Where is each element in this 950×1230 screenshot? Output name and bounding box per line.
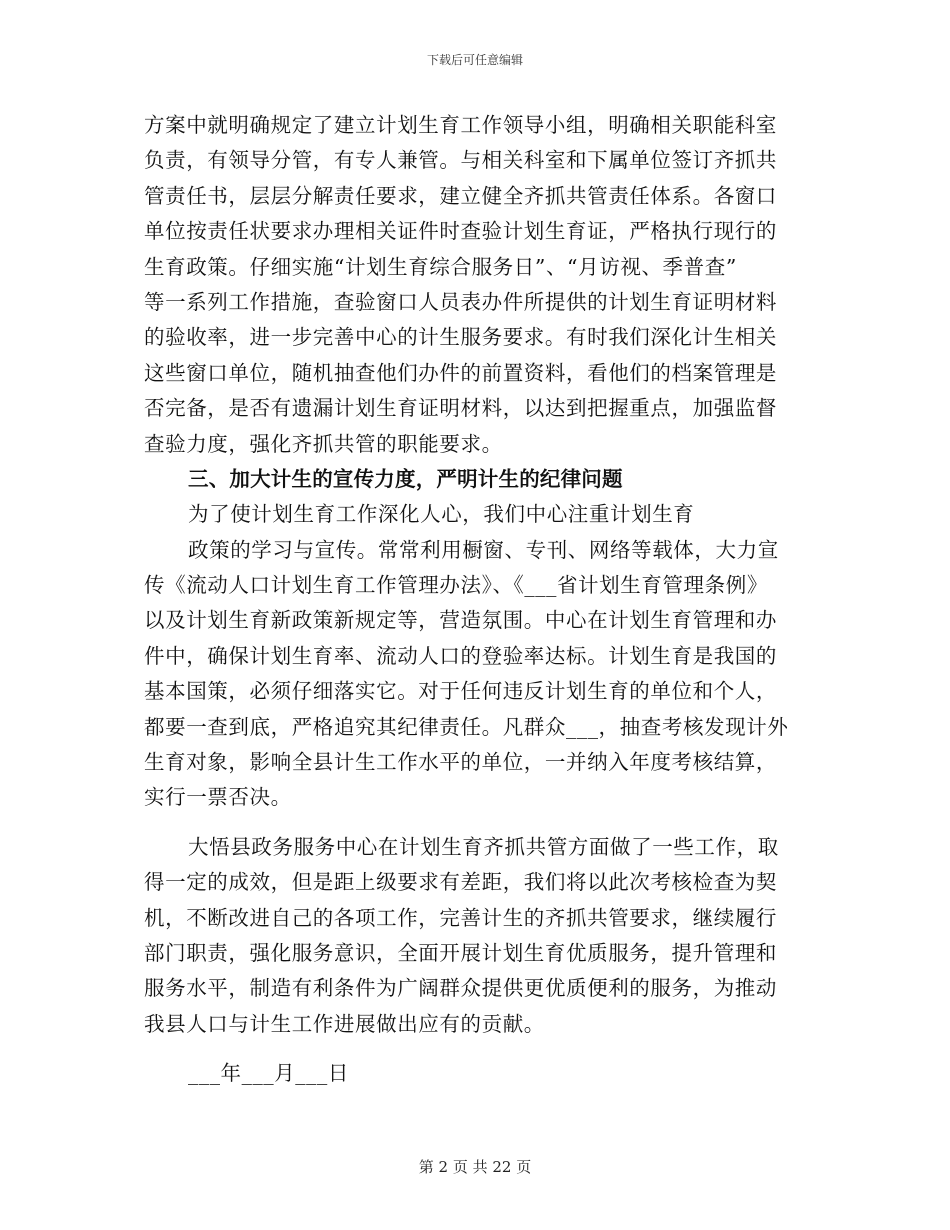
- page-number: 第 2 页 共 22 页: [418, 1158, 532, 1176]
- paragraph-line: 传《流动人口计划生育工作管理办法》、《___省计划生育管理条例》: [144, 573, 768, 598]
- paragraph-line: 等一系列工作措施，查验窗口人员表办件所提供的计划生育证明材料: [144, 289, 777, 314]
- paragraph-line: 服务水平，制造有利条件为广阔群众提供更优质便利的服务，为推动: [144, 976, 777, 1001]
- paragraph-line: 我县人口与计生工作进展做出应有的贡献。: [144, 1011, 545, 1036]
- paragraph-line: 查验力度，强化齐抓共管的职能要求。: [144, 431, 503, 456]
- paragraph-line: 的验收率，进一步完善中心的计生服务要求。有时我们深化计生相关: [144, 325, 777, 350]
- paragraph-line: 负责，有领导分管，有专人兼管。与相关科室和下属单位签订齐抓共: [144, 148, 777, 173]
- paragraph-line: 生育政策。仔细实施“计划生育综合服务日”、“月访视、季普查”: [144, 254, 737, 279]
- section-heading: 三、加大计生的宣传力度，严明计生的纪律问题: [188, 466, 623, 491]
- paragraph-line: 政策的学习与宣传。常常利用橱窗、专刊、网络等载体，大力宣: [188, 537, 779, 562]
- paragraph-line: 生育对象，影响全县计生工作水平的单位，一并纳入年度考核结算，: [144, 750, 777, 775]
- paragraph-line: 这些窗口单位，随机抽查他们办件的前置资料，看他们的档案管理是: [144, 360, 777, 385]
- paragraph-line: 否完备，是否有遗漏计划生育证明材料，以达到把握重点，加强监督: [144, 396, 777, 421]
- paragraph-line: 基本国策，必须仔细落实它。对于任何违反计划生育的单位和个人，: [144, 679, 777, 704]
- paragraph-line: 得一定的成效，但是距上级要求有差距，我们将以此次考核检查为契: [144, 870, 777, 895]
- paragraph-line: 都要一查到底，严格追究其纪律责任。凡群众___，抽查考核发现计外: [144, 714, 789, 739]
- paragraph-line: 方案中就明确规定了建立计划生育工作领导小组，明确相关职能科室: [144, 113, 777, 137]
- paragraph-line: 件中，确保计划生育率、流动人口的登验率达标。计划生育是我国的: [144, 643, 777, 668]
- paragraph-line: 为了使计划生育工作深化人心，我们中心注重计划生育: [188, 502, 695, 527]
- paragraph-line: 单位按责任状要求办理相关证件时查验计划生育证，严格执行现行的: [144, 219, 777, 244]
- paragraph-line: 实行一票否决。: [144, 785, 292, 810]
- paragraph-line: 大悟县政务服务中心在计划生育齐抓共管方面做了一些工作，取: [188, 834, 779, 859]
- paragraph-line: 以及计划生育新政策新规定等，营造氛围。中心在计划生育管理和办: [144, 608, 777, 633]
- paragraph-line: 部门职责，强化服务意识，全面开展计划生育优质服务，提升管理和: [144, 940, 777, 965]
- paragraph-line: 机，不断改进自己的各项工作，完善计生的齐抓共管要求，继续履行: [144, 905, 777, 930]
- date-line: ___年___月___日: [188, 1061, 349, 1086]
- paragraph-line: 管责任书，层层分解责任要求，建立健全齐抓共管责任体系。各窗口: [144, 183, 777, 208]
- document-body: [144, 108, 804, 1092]
- page-header: 下载后可任意编辑: [426, 53, 523, 67]
